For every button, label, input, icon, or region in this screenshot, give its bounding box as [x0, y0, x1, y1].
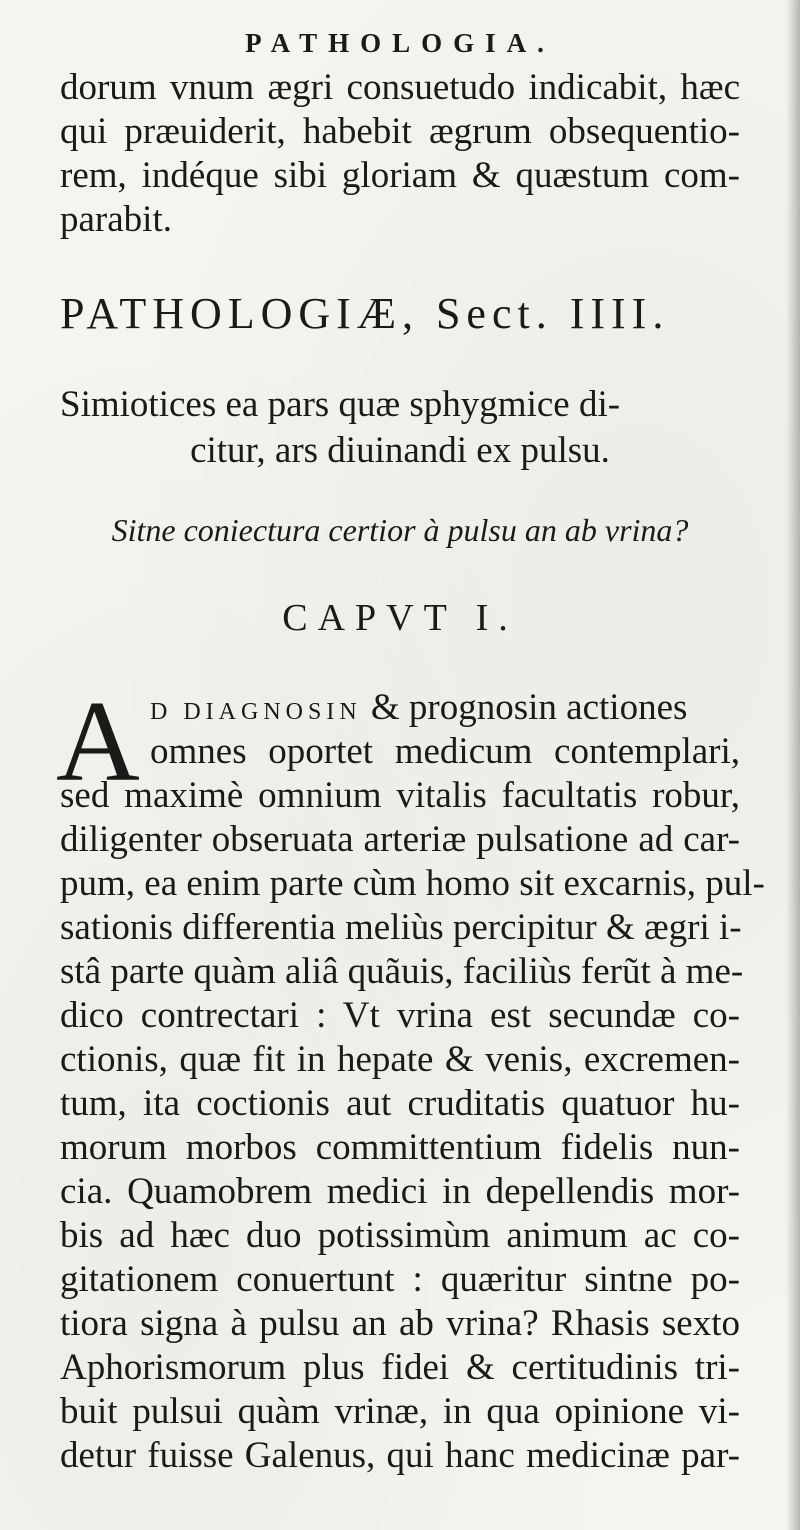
- body-line: morum morbos committentium fidelis nun-: [60, 1127, 740, 1168]
- first-line-rest: & prognosin actiones: [361, 687, 688, 728]
- intro-line: rem, indéque sibi gloriam & quæstum com-: [60, 155, 740, 196]
- first-body-line: [150, 686, 740, 729]
- intro-line: qui præuiderit, habebit ægrum obsequentio-: [60, 111, 740, 152]
- subtitle-line: citur, ars diuinandi ex pulsu.: [190, 430, 610, 471]
- body-line: ctionis, quæ fit in hepate & venis, excremen-: [60, 1039, 740, 1080]
- body-line: bis ad hæc duo potissimùm animum ac co-: [60, 1215, 740, 1256]
- body-line: stâ parte quàm aliâ quãuis, faciliùs ferũt à me-: [60, 951, 744, 992]
- body-line: diligenter obseruata arteriæ pulsatione ad car-: [60, 819, 740, 860]
- intro-line: parabit.: [60, 199, 172, 240]
- drop-cap: A: [56, 678, 140, 806]
- body-line: tiora signa à pulsu an ab vrina? Rhasis sexto: [60, 1303, 740, 1344]
- body-line: pum, ea enim parte cùm homo sit excarnis, pul-: [60, 863, 765, 904]
- running-head: PATHOLOGIA.: [245, 28, 555, 58]
- body-line: detur fuisse Galenus, qui hanc medicinæ par-: [60, 1435, 740, 1476]
- body-line: gitationem conuertunt : quæritur sintne po-: [60, 1259, 740, 1300]
- body-line: dico contrectari : Vt vrina est secundæ co-: [60, 995, 740, 1036]
- subtitle-line: Simiotices ea pars quæ sphygmice di-: [60, 384, 621, 425]
- body-line: tum, ita coctionis aut cruditatis quatuor hu-: [60, 1083, 740, 1124]
- body-line: buit pulsui quàm vrinæ, in qua opinione vi-: [60, 1391, 740, 1432]
- section-heading: PATHOLOGIÆ, Sect. IIII.: [60, 289, 670, 338]
- first-line-smallcaps: D DIAGNOSIN: [150, 699, 362, 725]
- body-line: Aphorismorum plus fidei & certitudinis tri-: [60, 1347, 740, 1388]
- chapter-question: Sitne coniectura certior à pulsu an ab vrina?: [111, 512, 689, 548]
- body-line: sationis differentia meliùs percipitur & ægri i-: [60, 907, 742, 948]
- page-edge-shadow: [786, 0, 800, 1530]
- body-line: sed maximè omnium vitalis facultatis robur,: [60, 775, 740, 816]
- body-line: cia. Quamobrem medici in depellendis mor-: [60, 1171, 740, 1212]
- intro-line: dorum vnum ægri consuetudo indicabit, hæc: [60, 67, 740, 108]
- chapter-heading: CAPVT I.: [282, 597, 518, 639]
- body-line: omnes oportet medicum contemplari,: [150, 731, 740, 772]
